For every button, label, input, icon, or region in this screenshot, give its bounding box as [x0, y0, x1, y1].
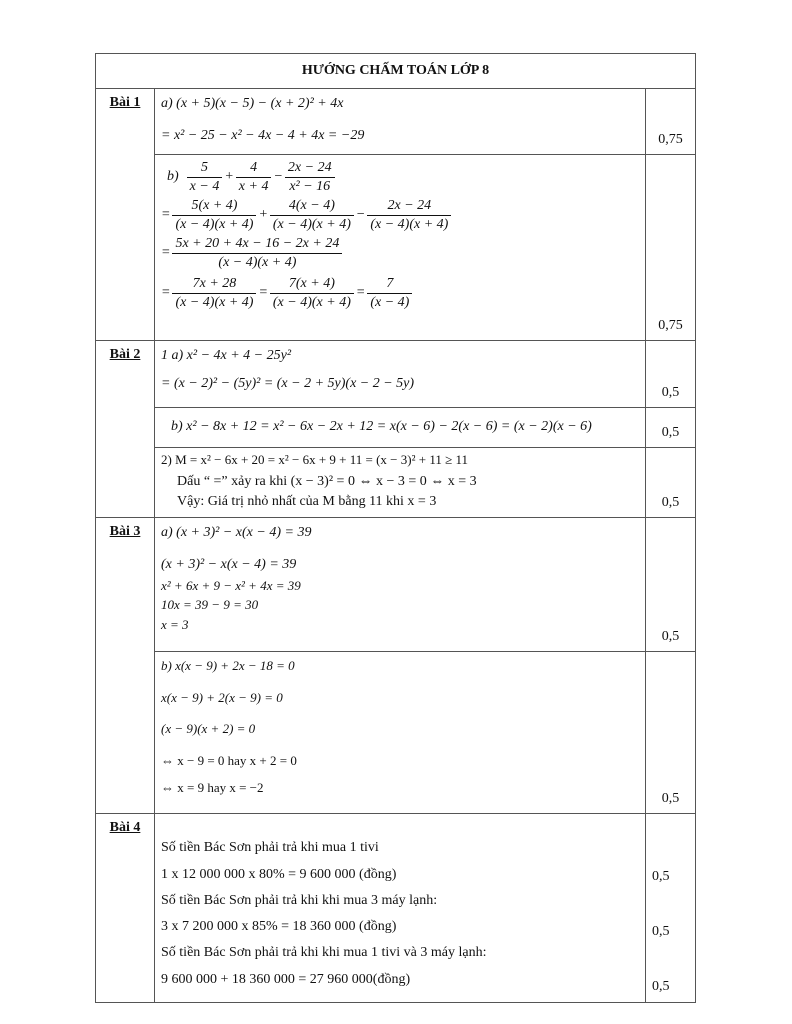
bai3-label: Bài 3 — [96, 518, 155, 814]
bai4-line4: 3 x 7 200 000 x 85% = 18 360 000 (đồng) — [161, 919, 397, 935]
denominator: (x − 4)(x + 4) — [172, 253, 342, 272]
fraction — [236, 159, 272, 195]
grading-sheet — [95, 53, 695, 1003]
bai2c-content — [155, 448, 646, 518]
bai1b-row — [96, 155, 696, 341]
page-title: HƯỚNG CHẤM TOÁN LỚP 8 — [96, 54, 696, 89]
denominator: x − 4 — [187, 177, 223, 196]
bai3a-line4: 10x = 39 − 9 = 30 — [161, 597, 259, 613]
bai3a-content — [155, 518, 646, 652]
denominator: (x − 4)(x + 4) — [270, 293, 354, 312]
bai2a-line1: 1 a) x² − 4x + 4 − 25y² — [161, 348, 292, 363]
bai2c-line2: Dấu “ =” xảy ra khi (x − 3)² = 0 ⇔ x − 3 = 0 ⇔ x = 3 — [177, 473, 477, 489]
bai1a-score: 0,75 — [646, 89, 696, 155]
bai3a-line3: x² + 6x + 9 − x² + 4x = 39 — [161, 577, 301, 593]
denominator: (x − 4)(x + 4) — [367, 215, 451, 234]
bai4-score-1: 0,5 — [652, 869, 670, 884]
numerator: 5(x + 4) — [191, 198, 238, 213]
title-row — [96, 54, 696, 89]
denominator: (x − 4)(x + 4) — [172, 215, 256, 234]
bai4-line2: 1 x 12 000 000 x 80% = 9 600 000 (đồng) — [161, 866, 397, 882]
bai1b-line4: = $\frac{7x + 28}{(x - 4)(x + 4)}$ = $\frac{7(x + 4)}{(x - 4)(x + 4)}$ = $\frac{7}{(x - 4)}$ — [161, 275, 645, 311]
bai4-line5: Số tiền Bác Sơn phải trả khi khi mua 1 tivi và 3 máy lạnh: — [161, 945, 487, 961]
bai2c-line3: Vậy: Giá trị nhỏ nhất của M bằng 11 khi x = 3 — [177, 494, 437, 510]
bai1a-line2: = x² − 25 − x² − 4x − 4 + 4x = −29 — [161, 127, 365, 143]
bai4-score-3: 0,5 — [652, 979, 670, 994]
bai1b-score: 0,75 — [646, 155, 696, 341]
denominator: x² − 16 — [285, 177, 335, 196]
fraction — [367, 197, 451, 233]
bai1b-prefix: b) — [167, 169, 179, 184]
bai4-label: Bài 4 — [96, 814, 155, 1003]
numerator: 7x + 28 — [192, 276, 237, 291]
numerator: 4 — [250, 160, 258, 175]
bai2c-score: 0,5 — [646, 448, 696, 518]
bai4-line6: 9 600 000 + 18 360 000 = 27 960 000(đồng) — [161, 971, 411, 987]
bai1-label: Bài 1 — [96, 89, 155, 341]
bai3b-row — [96, 652, 696, 814]
bai3a-score: 0,5 — [646, 518, 696, 652]
fraction — [187, 159, 223, 195]
fraction — [270, 275, 354, 311]
bai2b-line1: b) x² − 8x + 12 = x² − 6x − 2x + 12 = x(x − 6) − 2(x − 6) = (x − 2)(x − 6) — [171, 419, 592, 435]
denominator: (x − 4)(x + 4) — [270, 215, 354, 234]
bai1a-row — [96, 89, 696, 155]
denominator: (x − 4)(x + 4) — [172, 293, 256, 312]
bai3a-row — [96, 518, 696, 652]
fraction — [285, 159, 335, 195]
bai2a-score: 0,5 — [646, 341, 696, 408]
bai2b-row — [96, 408, 696, 448]
bai3b-line4: ⇔ x − 9 = 0 hay x + 2 = 0 — [161, 752, 297, 768]
bai4-score-2: 0,5 — [652, 924, 670, 939]
bai2-label: Bài 2 — [96, 341, 155, 518]
fraction — [367, 275, 412, 311]
bai3a-line2: (x + 3)² − x(x − 4) = 39 — [161, 556, 297, 572]
bai1b-line3: = $\frac{5x + 20 + 4x - 16 - 2x + 24}{(x - 4)(x + 4)}$ — [161, 235, 645, 271]
bai3a-line5: x = 3 — [161, 616, 189, 632]
fraction — [172, 197, 256, 233]
numerator: 5x + 20 + 4x − 16 − 2x + 24 — [175, 236, 340, 251]
fraction — [172, 235, 342, 271]
bai1b-line2: = $\frac{5(x + 4)}{(x - 4)(x + 4)}$ + $\frac{4(x - 4)}{(x - 4)(x + 4)}$ − $\frac{2x - 24}{(x - 4)(x + 4)}$ — [161, 197, 645, 233]
bai1a-content — [155, 89, 646, 155]
bai4-line3: Số tiền Bác Sơn phải trả khi khi mua 3 máy lạnh: — [161, 892, 438, 908]
bai4-score-cell — [646, 814, 696, 1003]
bai3b-line2: x(x − 9) + 2(x − 9) = 0 — [161, 689, 283, 705]
bai3b-content — [155, 652, 646, 814]
bai3a-line1: a) (x + 3)² − x(x − 4) = 39 — [161, 525, 312, 540]
bai3b-score: 0,5 — [646, 652, 696, 814]
bai3b-line5: ⇔ x = 9 hay x = −2 — [161, 780, 264, 796]
numerator: 2x − 24 — [387, 198, 432, 213]
numerator: 5 — [201, 160, 208, 175]
numerator: 7(x + 4) — [288, 276, 335, 291]
bai1b-line1: b) $\frac{5}{x - 4}$ + $\frac{4}{x + 4}$ − $\frac{2x - 24}{\text{x² − 16}}$ — [161, 159, 645, 195]
bai4-row — [96, 814, 696, 1003]
bai4-line1: Số tiền Bác Sơn phải trả khi mua 1 tivi — [161, 840, 379, 855]
bai4-content — [155, 814, 646, 1003]
numerator: 4(x − 4) — [288, 198, 335, 213]
bai2a-line2: = (x − 2)² − (5y)² = (x − 2 + 5y)(x − 2 − 5y) — [161, 375, 415, 391]
bai2a-row — [96, 341, 696, 408]
bai3b-line1: b) x(x − 9) + 2x − 18 = 0 — [161, 658, 295, 673]
bai1b-content — [155, 155, 646, 341]
denominator: (x − 4) — [367, 293, 412, 312]
bai2c-row — [96, 448, 696, 518]
bai2b-content — [155, 408, 646, 448]
bai2c-line1: 2) M = x² − 6x + 20 = x² − 6x + 9 + 11 = (x − 3)² + 11 ≥ 11 — [161, 452, 468, 467]
bai2a-content — [155, 341, 646, 408]
numerator: 2x − 24 — [287, 160, 332, 175]
bai1a-line1: a) (x + 5)(x − 5) − (x + 2)² + 4x — [161, 96, 344, 111]
fraction — [270, 197, 354, 233]
numerator: 7 — [386, 276, 394, 291]
grading-table — [95, 53, 696, 1003]
fraction — [172, 275, 256, 311]
bai2b-score: 0,5 — [646, 408, 696, 448]
bai3b-line3: (x − 9)(x + 2) = 0 — [161, 721, 256, 737]
denominator: x + 4 — [236, 177, 272, 196]
